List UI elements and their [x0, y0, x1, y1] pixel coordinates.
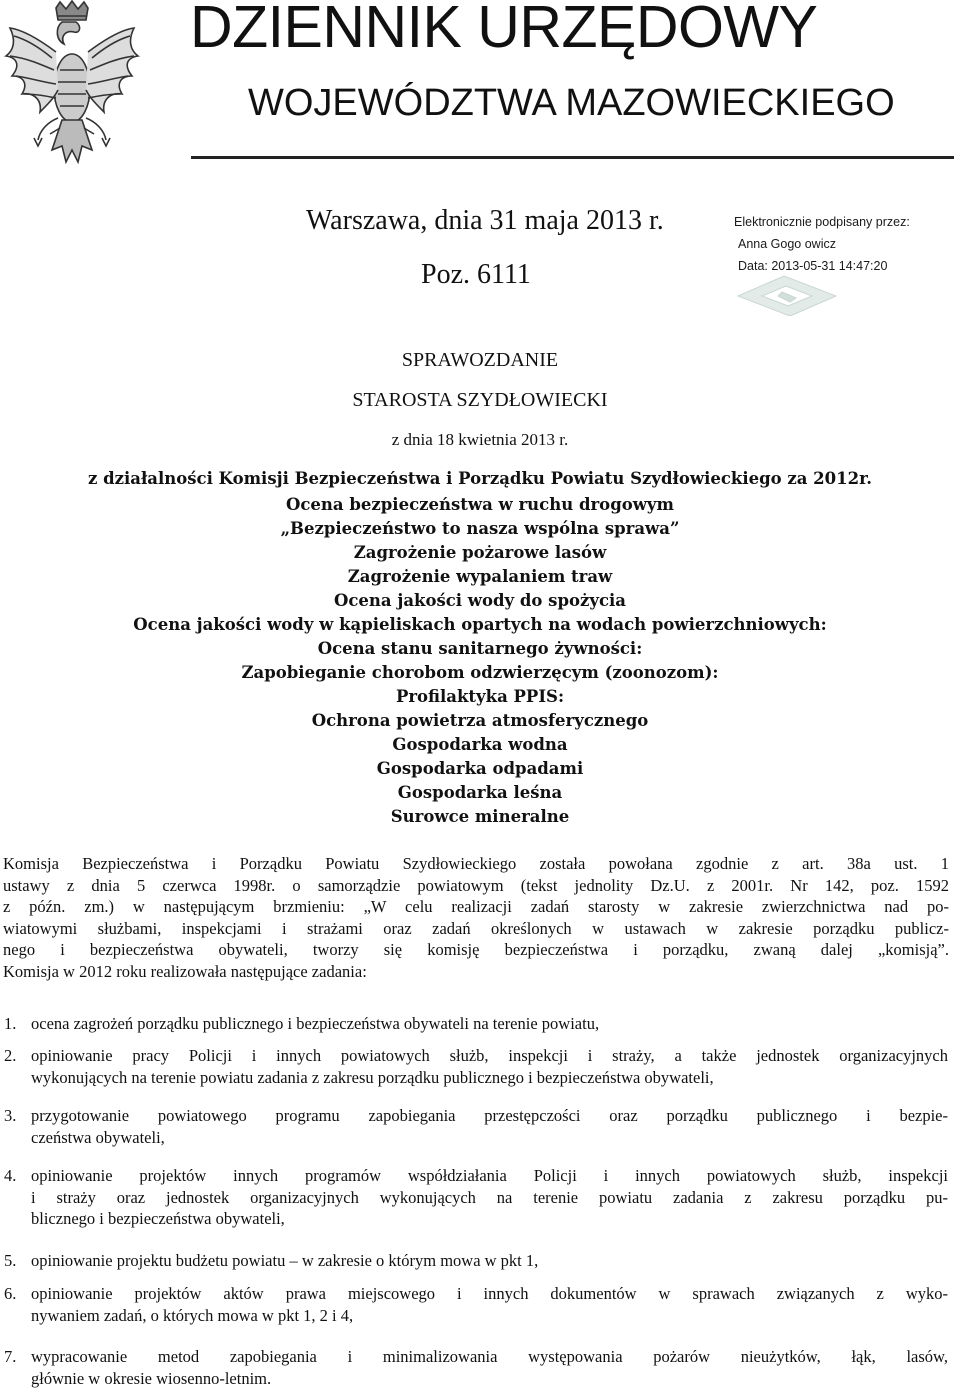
list-number: 5.: [4, 1251, 17, 1270]
journal-title: DZIENNIK URZĘDOWY: [190, 0, 818, 60]
list-number: 1.: [4, 1014, 17, 1033]
paragraph-line: ustawy z dnia 5 czerwca 1998r. o samorządzie powiatowym (tekst jednolity Dz.U. z 2001r. Nr 142, poz. 1592: [3, 875, 949, 895]
topic-item: Ocena jakości wody w kąpieliskach opartych na wodach powierzchniowych:: [133, 615, 827, 634]
list-line: wykonujących na terenie powiatu zadania z zakresu porządku publicznego i bezpieczeństwa obywateli,: [31, 1067, 714, 1087]
document-authority: STAROSTA SZYDŁOWIECKI: [352, 389, 608, 411]
topic-item: Zagrożenie wypalaniem traw: [347, 567, 613, 586]
topic-item: Zagrożenie pożarowe lasów: [353, 543, 607, 562]
topic-item: Profilaktyka PPIS:: [395, 687, 565, 706]
electronic-signature: [730, 212, 960, 312]
paragraph-line: Komisja Bezpieczeństwa i Porządku Powiatu Szydłowieckiego została powołana zgodnie z art. 38a ust. 1: [3, 854, 949, 873]
paragraph-line: Komisja w 2012 roku realizowała następujące zadania:: [3, 961, 367, 981]
intro-paragraph: [3, 853, 949, 982]
topic-item: Ocena stanu sanitarnego żywności:: [317, 639, 643, 658]
topic-item: Surowce mineralne: [390, 807, 570, 826]
signature-date: Data: 2013-05-31 14:47:20: [738, 259, 888, 273]
topic-item: Gospodarka odpadami: [376, 759, 584, 778]
paragraph-line: nego i bezpieczeństwa obywateli, tworzy się komisję bezpieczeństwa i porządku, zwaną dalej „komisją”.: [3, 940, 949, 959]
position-number: Poz. 6111: [421, 259, 531, 290]
list-number: 7.: [4, 1347, 17, 1366]
list-line: opiniowanie projektów innych programów współdziałania Policji i innych powiatowych służb, inspekcji: [31, 1166, 948, 1185]
paragraph-line: wiatowymi służbami, inspekcjami i strażami oraz zadań określonych w ustawach w zakresie porządku publicz-: [3, 918, 949, 938]
list-line: i straży oraz jednostek organizacyjnych wykonujących na terenie powiatu zadania z zakresu porządku pu-: [31, 1187, 948, 1207]
list-number: 4.: [4, 1166, 17, 1185]
list-line: ocena zagrożeń porządku publicznego i bezpieczeństwa obywateli na terenie powiatu,: [31, 1014, 600, 1033]
list-line: czeństwa obywateli,: [31, 1127, 165, 1147]
list-number: 2.: [4, 1046, 17, 1065]
topic-item: Ochrona powietrza atmosferycznego: [311, 711, 649, 730]
eagle-emblem-icon: [0, 0, 145, 168]
topic-item: „Bezpieczeństwo to nasza wspólna sprawa”: [280, 519, 680, 538]
list-number: 3.: [4, 1106, 17, 1125]
list-line: opiniowanie projektu budżetu powiatu – w zakresie o którym mowa w pkt 1,: [31, 1251, 539, 1270]
header-divider: [191, 156, 954, 159]
list-line: przygotowanie powiatowego programu zapobiegania przestępczości oraz porządku publicznego i bezpie-: [31, 1106, 948, 1125]
signer-name: Anna Gogo owicz: [738, 237, 836, 251]
signature-label: Elektronicznie podpisany przez:: [734, 215, 910, 229]
list-line: opiniowanie pracy Policji i innych powiatowych służb, inspekcji i straży, a także jednostek organizacyjnych: [31, 1046, 948, 1065]
journal-subtitle: WOJEWÓDZTWA MAZOWIECKIEGO: [248, 82, 895, 124]
topic-item: Gospodarka wodna: [392, 735, 568, 754]
topic-item: Ocena bezpieczeństwa w ruchu drogowym: [286, 495, 674, 514]
issue-date: Warszawa, dnia 31 maja 2013 r.: [306, 205, 664, 236]
list-line: nywaniem zadań, o których mowa w pkt 1, 2 i 4,: [31, 1305, 354, 1325]
topic-item: Zapobieganie chorobom odzwierzęcym (zoonozom):: [241, 663, 719, 682]
paragraph-line: z późn. zm.) w następującym brzmieniu: „W celu realizacji zadań starosty w zakresie zwierzchnictwa nad po-: [3, 897, 949, 916]
list-number: 6.: [4, 1284, 17, 1303]
list-line: głównie w okresie wiosenno-letnim.: [31, 1368, 272, 1388]
document-type: SPRAWOZDANIE: [401, 349, 559, 371]
document-date: z dnia 18 kwietnia 2013 r.: [391, 430, 569, 449]
list-line: opiniowanie projektów aktów prawa miejscowego i innych dokumentów w sprawach związanych z wyko-: [31, 1284, 948, 1303]
list-line: wypracowanie metod zapobiegania i minimalizowania występowania pożarów nieużytków, łąk, lasów,: [31, 1347, 948, 1366]
topic-item: Ocena jakości wody do spożycia: [334, 591, 626, 610]
topic-item: Gospodarka leśna: [397, 783, 563, 802]
list-line: blicznego i bezpieczeństwa obywateli,: [31, 1209, 285, 1228]
document-subject: z działalności Komisji Bezpieczeństwa i Porządku Powiatu Szydłowieckiego za 2012r.: [87, 469, 873, 488]
